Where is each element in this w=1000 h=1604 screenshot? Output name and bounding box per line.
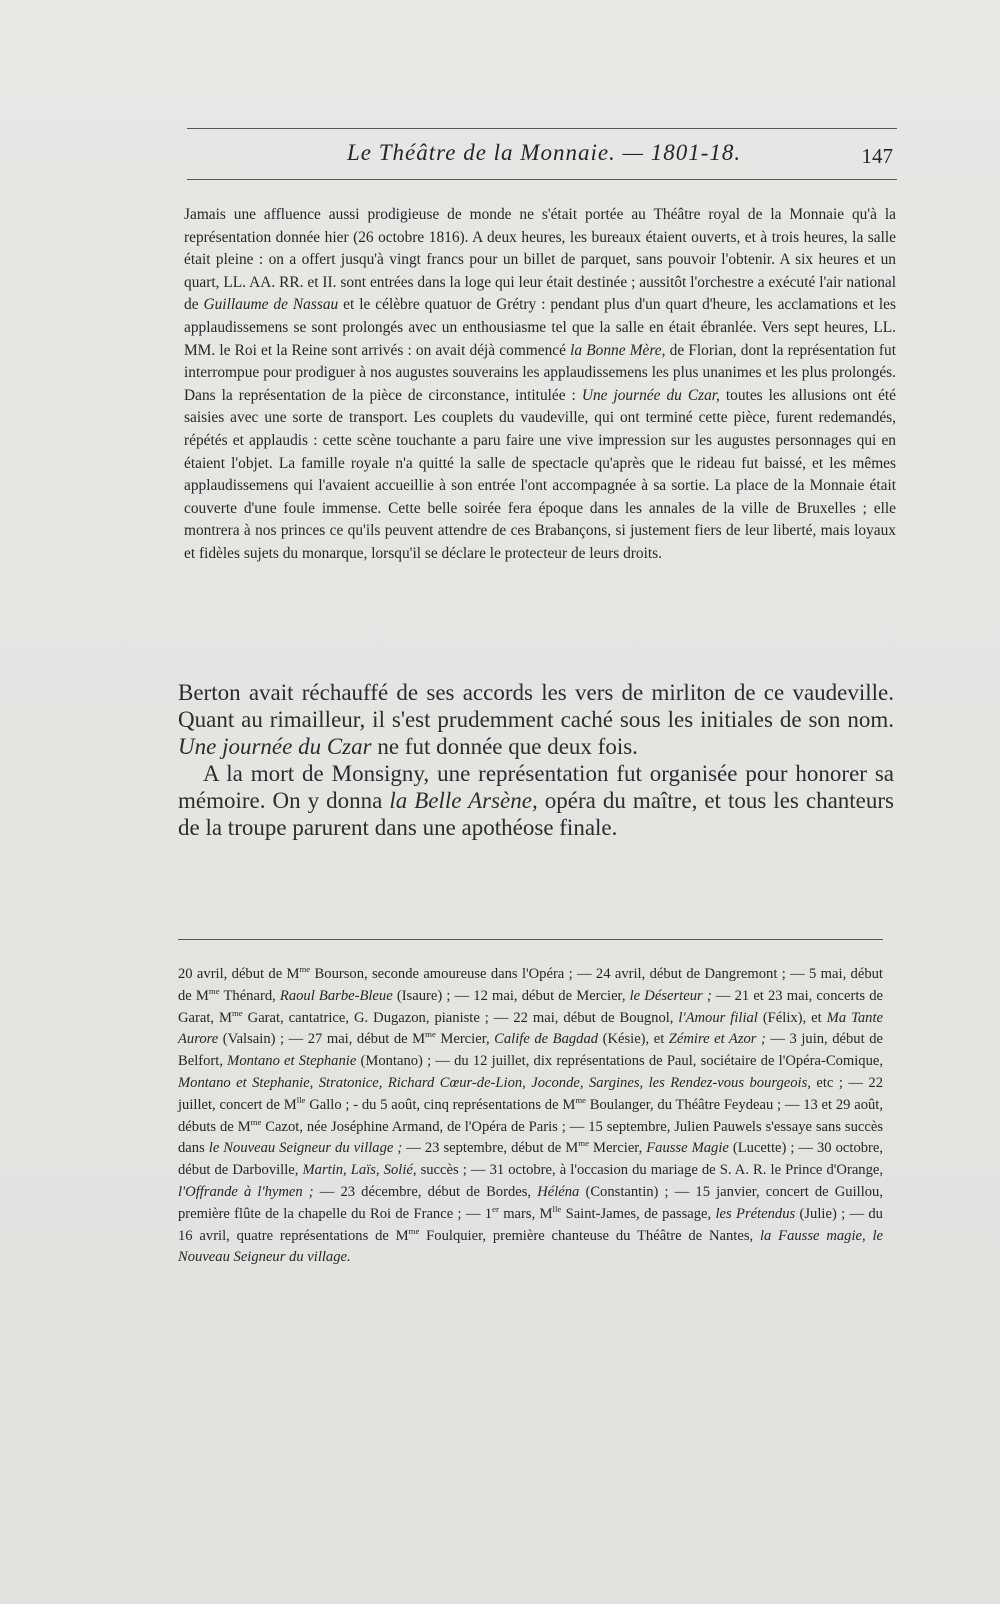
quote-text: de Florian, dont la représentation fut interrompue pour prodiguer à nos augustes souverains les applaudissemens les plus unanimes et les plus prolongés. Dans la représentation de la pièce de circonstance, intitulée :	[184, 341, 896, 404]
quote-italic: Guillaume de Nassau	[203, 296, 339, 314]
body-paragraph-1: Berton avait réchauffé de ses accords les vers de mirliton de ce vaudeville. Quant au rimailleur, il s'est prudemment caché sous les initiales de son nom. Une journée du Czar ne fut donnée que deux fois.	[178, 680, 894, 759]
footnote-paragraph: 20 avril, début de $M^{me}$ Bourson, seconde amoureuse dans l'Opéra ; — 24 avril, début de Dangremont ; — 5 mai, début de $M^{me}$ Thénard, Raoul Barbe-Bleue (Isaure) ; — 12 mai, début de Mercier, le Déserteur ; — 21 et 23 mai, concerts de Garat, $M^{me}$ Garat, cantatrice, G. Dugazon, pianiste ; — 22 mai, début de Bougnol, l'Amour filial (Félix), et Ma Tante Aurore (Valsain) ; — 27 mai, début de $M^{me}$ Mercier, Calife de Bagdad (Késie), et Zémire et Azor ; — 3 juin, début de Belfort, Montano et Stephanie (Montano) ; — du 12 juillet, dix représentations de Paul, sociétaire de l'Opéra-Comique, Montano et Stephanie, Stratonice, Richard Cœur-de-Lion, Joconde, Sargines, les Rendez-vous bourgeois, etc ; — 22 juillet, concert de $M^{lle}$ Gallo ; - du 5 août, cinq représentations de $M^{me}$ Boulanger, du Théâtre Feydeau ; — 13 et 29 août, débuts de $M^{me}$ Cazot, née Joséphine Armand, de l'Opéra de Paris ; — 15 septembre, Julien Pauwels s'essaye sans succès dans le Nouveau Seigneur du village ; — 23 septembre, début de $M^{me}$ Mercier, Fausse Magie (Lucette) ; — 30 octobre, début de Darboville, Martin, Laïs, Solié, succès ; — 31 octobre, à l'occasion du mariage de S. A. R. le Prince d'Orange, l'Offrande à l'hymen ; — 23 décembre, début de Bordes, Héléna (Constantin) ; — 15 janvier, concert de Guillou, première flûte de la chapelle du Roi de France ; — 1er mars, $M^{lle}$ Saint-James, de passage, les Prétendus (Julie) ; — du 16 avril, quatre représentations de $M^{me}$ Foulquier, première chanteuse du Théâtre de Nantes, la Fausse magie, le Nouveau Seigneur du village.	[178, 964, 884, 1266]
page-number: 147	[861, 144, 893, 168]
quote-italic: la Bonne Mère,	[570, 341, 666, 359]
quote-italic: Une journée du Czar,	[581, 386, 720, 404]
running-title: Le Théâtre de la Monnaie. — 1801-18.	[347, 140, 742, 165]
body-paragraph-2: A la mort de Monsigny, une représentation fut organisée pour honorer sa mémoire. On y donna la Belle Arsène, opéra du maître, et tous les chanteurs de la troupe parurent dans une apothéose finale.	[178, 761, 894, 840]
main-body-text	[178, 679, 894, 841]
quote-text: Jamais une affluence aussi prodigieuse de monde ne s'était portée au Théâtre royal de la Monnaie qu'à la représentation donnée hier (26 octobre 1816). A deux heures, les bureaux étaient ouverts, et à trois heures, la salle était pleine : on a offert jusqu'à vingt francs pour un billet de parquet, sans pouvoir l'obtenir. A six heures et un quart, LL. AA. RR. et II. sont entrées dans la loge qui leur était destinée ; aussitôt l'orchestre a exécuté l'air national de	[184, 206, 896, 314]
header-rule-bottom	[187, 179, 897, 180]
running-head	[187, 128, 897, 180]
footnote	[178, 964, 883, 1269]
quoted-newspaper-passage	[184, 204, 896, 566]
header-rule-top	[187, 128, 897, 129]
quote-paragraph	[184, 204, 896, 566]
quote-text: et le célèbre quatuor de Grétry : pendant plus d'un quart d'heure, les acclamations et les applaudissemens se sont prolongés avec un enthousiasme tel que la salle en était ébranlée. Vers sept heures, LL. MM. le Roi et la Reine sont arrivés : on avait déjà commencé	[184, 296, 897, 359]
footnote-separator	[178, 939, 883, 940]
quote-text: toutes les allusions ont été saisies avec une sorte de transport. Les couplets du vaudeville, qui ont terminé cette pièce, furent redemandés, répétés et applaudis : cette scène touchante a paru faire une vive impression sur les augustes personnages qui en étaient l'objet. La famille royale n'a quitté la salle de spectacle qu'après que le rideau fut baissé, et les mêmes applaudissemens qui l'avaient accueillie à son entrée l'ont accompagnée à sa sortie. La place de la Monnaie était couverte d'une foule immense. Cette belle soirée fera époque dans les annales de la ville de Bruxelles ; elle montrera à nos princes ce qu'ils peuvent attendre de ces Brabançons, si justement fiers de leur liberté, mais loyaux et fidèles sujets du monarque, lorsqu'il se déclare le protecteur de leurs droits.	[184, 386, 897, 562]
